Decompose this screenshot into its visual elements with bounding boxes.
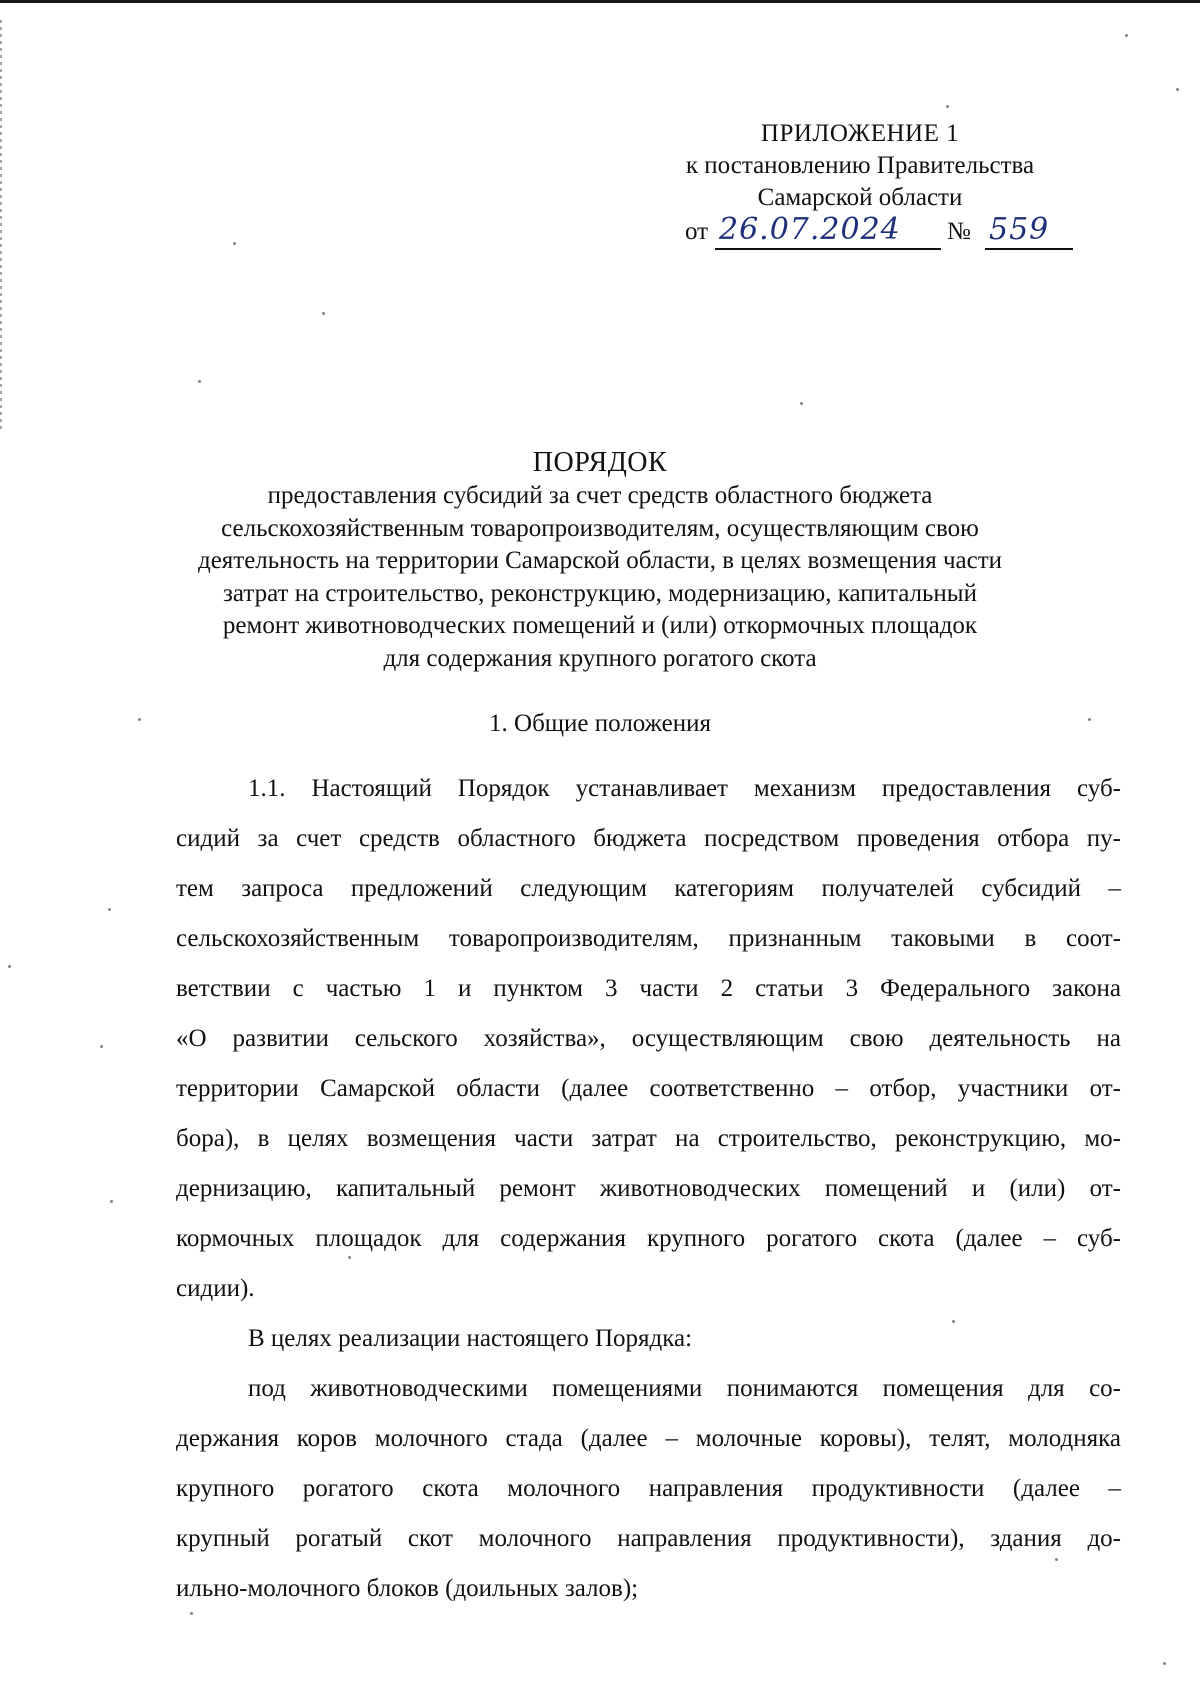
body-text-line: ильно-молочного блоков (доильных залов); bbox=[176, 1575, 639, 1602]
body-text-line: дернизацию, капитальный ремонт животноводческих помещений и (или) от- bbox=[176, 1175, 1121, 1202]
subtitle-line: затрат на строительство, реконструкцию, модернизацию, капитальный bbox=[223, 579, 977, 607]
body-text-line: территории Самарской области (далее соответственно – отбор, участники от- bbox=[176, 1075, 1121, 1102]
date-underline bbox=[715, 248, 941, 250]
body-text-line: тем запроса предложений следующим категориям получателей субсидий – bbox=[176, 875, 1121, 902]
scan-speck bbox=[1125, 34, 1128, 37]
top-border-line bbox=[0, 0, 1200, 3]
body-text-line: держания коров молочного стада (далее – молочные коровы), телят, молодняка bbox=[176, 1425, 1121, 1452]
scan-speck bbox=[108, 908, 111, 911]
document-title-block bbox=[150, 446, 1050, 675]
body-text-line: сельскохозяйственным товаропроизводителям, признанным таковыми в соот- bbox=[176, 925, 1121, 952]
appendix-header bbox=[660, 118, 1060, 214]
scan-speck bbox=[198, 380, 201, 383]
scan-speck bbox=[348, 1256, 351, 1259]
section-heading: 1. Общие положения bbox=[489, 710, 711, 737]
date-prefix: от bbox=[685, 218, 709, 245]
body-text-line: «О развитии сельского хозяйства», осуществляющим свою деятельность на bbox=[176, 1025, 1121, 1052]
scan-speck bbox=[800, 402, 803, 405]
scan-speck bbox=[1163, 1662, 1166, 1665]
body-text-line: бора), в целях возмещения части затрат на строительство, реконструкцию, мо- bbox=[176, 1125, 1121, 1152]
scan-speck bbox=[110, 1200, 113, 1203]
number-underline bbox=[985, 248, 1073, 250]
subtitle-line: предоставления субсидий за счет средств областного бюджета bbox=[267, 482, 933, 509]
appendix-title: ПРИЛОЖЕНИЕ 1 bbox=[760, 120, 960, 147]
scan-speck bbox=[190, 1612, 193, 1615]
appendix-date-number-row bbox=[685, 214, 1085, 254]
subtitle-line: сельскохозяйственным товаропроизводителям, осуществляющим свою bbox=[221, 514, 979, 542]
body-text-line: сидии). bbox=[176, 1275, 255, 1302]
scan-speck bbox=[322, 312, 325, 315]
handwritten-date: 26.07.2024 bbox=[719, 212, 901, 247]
body-text-line: кормочных площадок для содержания крупного рогатого скота (далее – суб- bbox=[176, 1225, 1121, 1252]
body-text-line: сидий за счет средств областного бюджета посредством проведения отбора пу- bbox=[176, 825, 1121, 852]
body-text-line: крупного рогатого скота молочного направления продуктивности (далее – bbox=[176, 1475, 1121, 1502]
appendix-line-1: к постановлению Правительства bbox=[685, 152, 1035, 179]
subtitle-line: ремонт животноводческих помещений и (или) откормочных площадок bbox=[222, 612, 978, 639]
document-title: ПОРЯДОК bbox=[532, 447, 668, 478]
subtitle-line: для содержания крупного рогатого скота bbox=[383, 644, 817, 672]
subtitle-line: деятельность на территории Самарской области, в целях возмещения части bbox=[197, 547, 1003, 574]
body-text-line: крупный рогатый скот молочного направления продуктивности), здания до- bbox=[176, 1525, 1121, 1552]
scan-speck bbox=[1055, 1558, 1058, 1561]
number-prefix: № bbox=[947, 218, 971, 245]
appendix-line-2: Самарской области bbox=[757, 184, 963, 211]
handwritten-number: 559 bbox=[989, 212, 1050, 247]
scan-speck bbox=[946, 105, 949, 108]
scan-speck bbox=[233, 242, 236, 245]
scan-speck bbox=[952, 1320, 955, 1323]
scan-edge-artifact bbox=[0, 20, 2, 430]
scan-speck bbox=[1088, 718, 1091, 721]
scan-speck bbox=[1176, 88, 1179, 91]
scan-speck bbox=[100, 1045, 103, 1048]
body-text-line: 1.1. Настоящий Порядок устанавливает механизм предоставления суб- bbox=[248, 775, 1121, 802]
scan-speck bbox=[138, 718, 141, 721]
body-text-line: под животноводческими помещениями понимаются помещения для со- bbox=[248, 1375, 1121, 1402]
body-text-line: В целях реализации настоящего Порядка: bbox=[248, 1325, 693, 1352]
body-text-line: ветствии с частью 1 и пунктом 3 части 2 статьи 3 Федерального закона bbox=[176, 975, 1121, 1002]
scan-speck bbox=[8, 965, 11, 968]
